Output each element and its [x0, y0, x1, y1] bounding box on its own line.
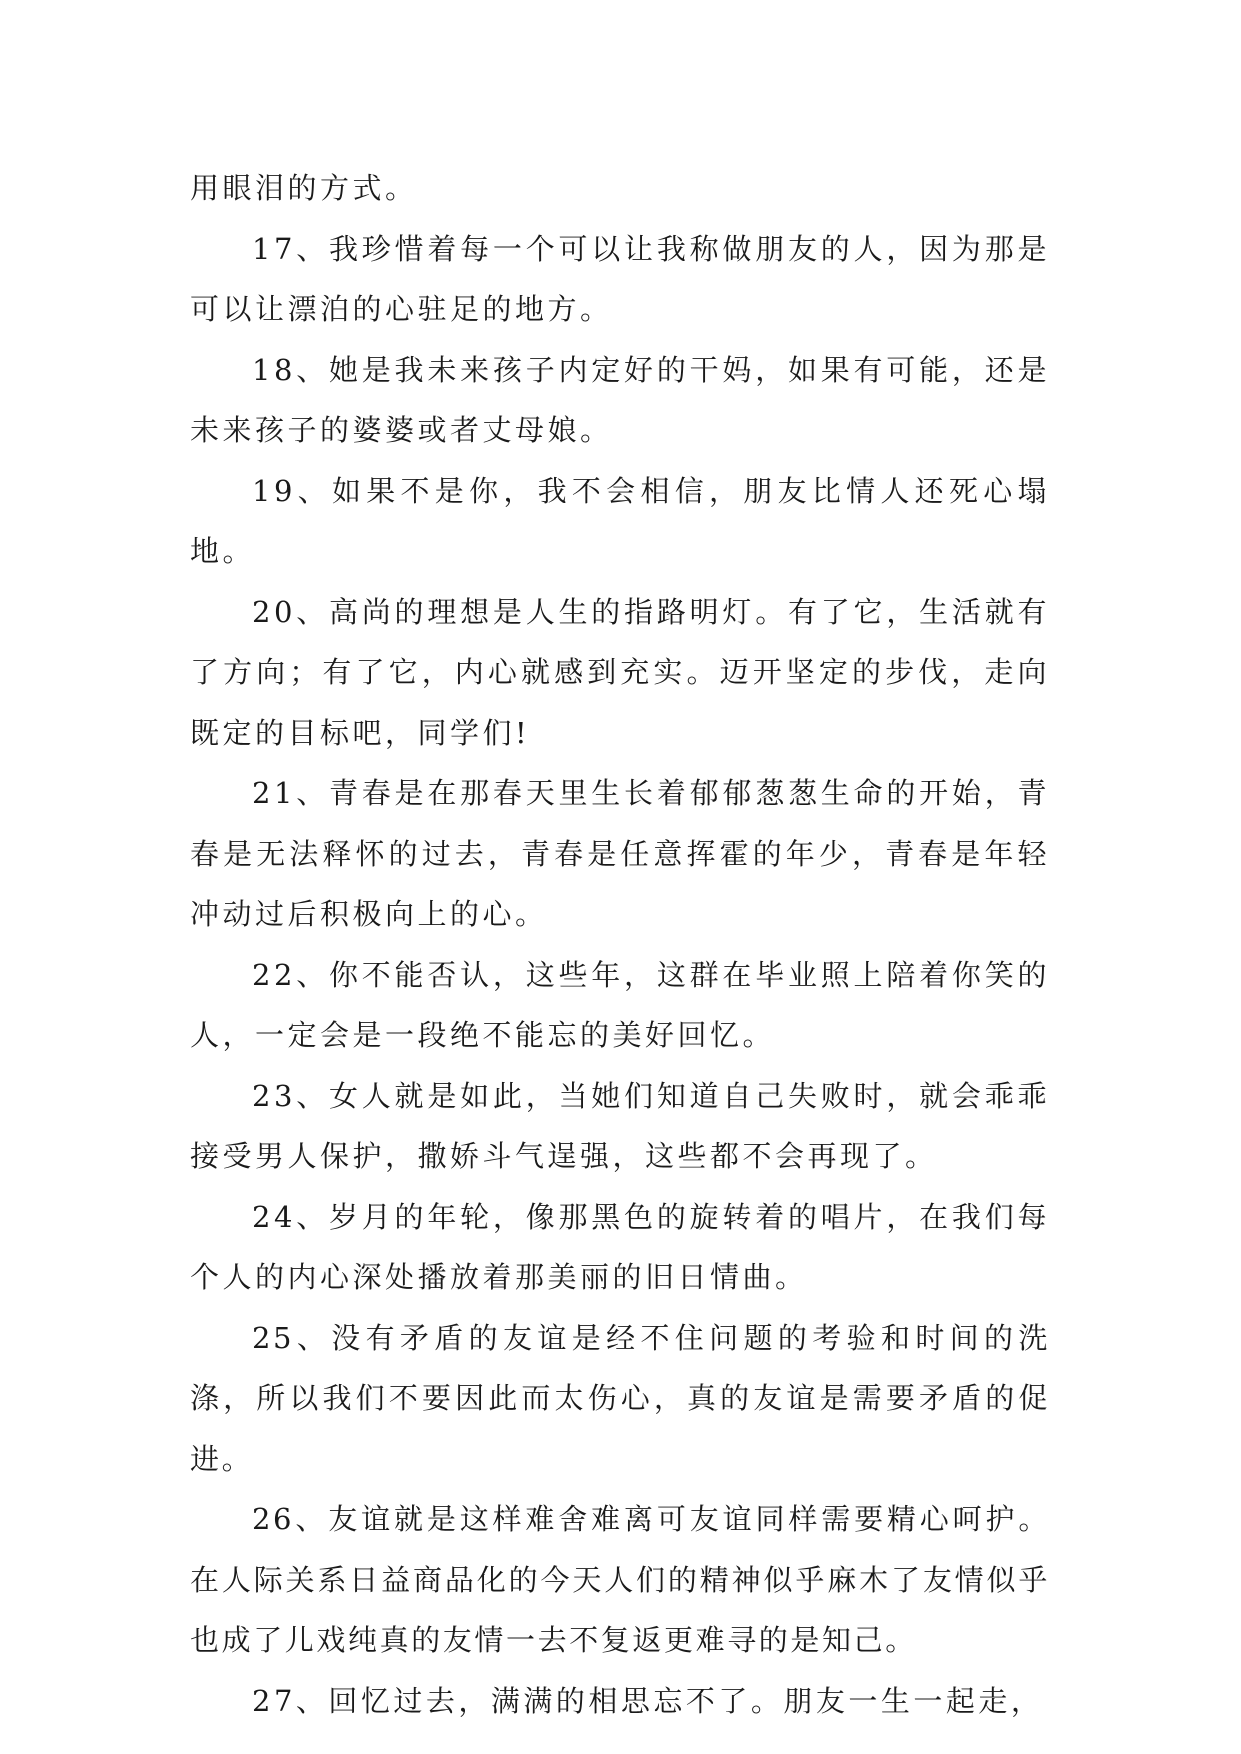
paragraph-20: 20、高尚的理想是人生的指路明灯。有了它，生活就有了方向；有了它，内心就感到充实。迈开坚定的步伐，走向既定的目标吧，同学们!: [190, 594, 1050, 750]
paragraph-25: 25、没有矛盾的友谊是经不住问题的考验和时间的洗涤，所以我们不要因此而太伤心，真的友谊是需要矛盾的促进。: [190, 1320, 1050, 1476]
paragraph-26: 26、友谊就是这样难舍难离可友谊同样需要精心呵护。在人际关系日益商品化的今天人们的精神似乎麻木了友情似乎也成了儿戏纯真的友情一去不复返更难寻的是知己。: [190, 1502, 1050, 1657]
paragraph-18: 18、她是我未来孩子内定好的干妈，如果有可能，还是未来孩子的婆婆或者丈母娘。: [190, 352, 1050, 447]
paragraph-24: 24、岁月的年轮，像那黑色的旋转着的唱片，在我们每个人的内心深处播放着那美丽的旧日情曲。: [190, 1199, 1050, 1294]
paragraph-19: 19、如果不是你，我不会相信，朋友比情人还死心塌地。: [190, 473, 1050, 568]
paragraph-22: 22、你不能否认，这些年，这群在毕业照上陪着你笑的人，一定会是一段绝不能忘的美好回忆。: [190, 957, 1050, 1052]
paragraph-continuation: 用眼泪的方式。: [190, 171, 418, 205]
paragraph-27: 27、回忆过去，满满的相思忘不了。朋友一生一起走，: [252, 1683, 1044, 1718]
paragraph-21: 21、青春是在那春天里生长着郁郁葱葱生命的开始，青春是无法释怀的过去，青春是任意挥霍的年少，青春是年轻冲动过后积极向上的心。: [190, 776, 1050, 931]
paragraph-23: 23、女人就是如此，当她们知道自己失败时，就会乖乖接受男人保护，撒娇斗气逞强，这些都不会再现了。: [190, 1078, 1050, 1173]
document-body: [190, 158, 1050, 1731]
paragraph-17: 17、我珍惜着每一个可以让我称做朋友的人，因为那是可以让漂泊的心驻足的地方。: [190, 231, 1050, 326]
